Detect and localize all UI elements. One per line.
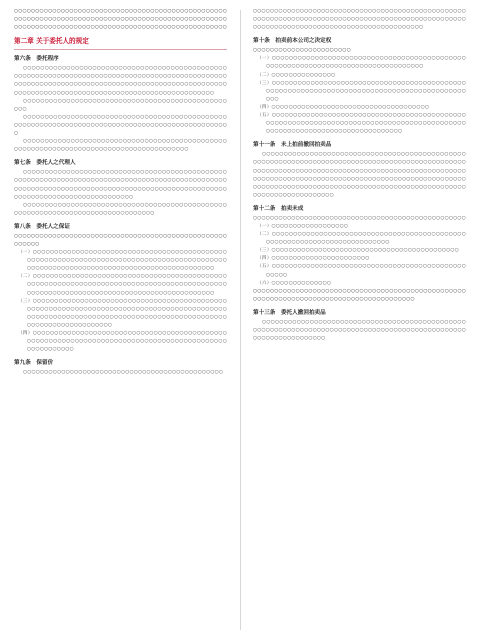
article-13-para-1: ○○○○○○○○○○○○○○○○○○○○○○○○○○○○○○○○○○○○○○○○○○○○○○○○○○○○○○○○○○○○○○○○○○○○○○○○○○○○○○○○○○○○○○○○○○○○○○○○○○○○○○○○○○○○○○○○○○ [253, 319, 466, 342]
article-12-item-4: （四）○○○○○○○○○○○○○○○○○○○○○○○ [257, 256, 370, 262]
article-11-para-1: ○○○○○○○○○○○○○○○○○○○○○○○○○○○○○○○○○○○○○○○○○○○○○○○○○○○○○○○○○○○○○○○○○○○○○○○○○○○○○○○○○○○○○○○○○○○○○○○○○○○○○○○○○○○○○○○○○○○○○○○○○○○○○○○○○○○○○○○○○○○○○○○○○○○○○○○○○○○○○○○○○○○○○○○○○○○○○○○○○○○○○○○○○○○○○○○○○○○○○○○○○○○○○○○○○○○○○○○○○○○○○○○○○○○○○○○○○○○○○○○○○○○○○○○○○○○○○○○○○○○○○○○○○○ [253, 152, 466, 198]
article-13-heading: 第十三条 委托人撤回拍卖品 [253, 309, 326, 316]
article-7-para-1: ○○○○○○○○○○○○○○○○○○○○○○○○○○○○○○○○○○○○○○○○○○○○○○○○○○○○○○○○○○○○○○○○○○○○○○○○○○○○○○○○○○○○○○○○○○○○○○○○○○○○○○○○○○○○○○○○○○○○○○○○○○○○○○○○○○○○○○○○○○○○○○○○○○○○○○○○○○○○○○○○○○○○○○○○○○○○○○○ [14, 170, 227, 200]
article-10-item-1: （一）○○○○○○○○○○○○○○○○○○○○○○○○○○○○○○○○○○○○○○○○○○○○○○○○○○○○○○○○○○○○○○○○○○○○○○○○○○○○○○○○○○ [257, 56, 466, 70]
article-6-heading: 第六条 委托程序 [14, 56, 59, 63]
chapter-divider [14, 49, 227, 50]
right-intro-paragraph: ○○○○○○○○○○○○○○○○○○○○○○○○○○○○○○○○○○○○○○○○○○○○○○○○○○○○○○○○○○○○○○○○○○○○○○○○○○○○○○○○○○○○○○○○○○○○○○○○○○○○○○○○○○○○○○○○○○○○○○○○○○○○○○○○○○○○○○○○○○○○ [253, 9, 466, 31]
article-8-lead: ○○○○○○○○○○○○○○○○○○○○○○○○○○○○○○○○○○○○○○○○○○○○○○○○○○○○○○○○ [14, 233, 227, 247]
column-divider [240, 10, 241, 630]
article-7-heading: 第七条 委托人之代理人 [14, 160, 76, 167]
article-6-para-4: ○○○○○○○○○○○○○○○○○○○○○○○○○○○○○○○○○○○○○○○○○○○○○○○○○○○○○○○○○○○○○○○○○○○○○○○○○○○○○○○○○○○○○○○○ [14, 139, 227, 153]
article-10-item-4: （四）○○○○○○○○○○○○○○○○○○○○○○○○○○○○○○○○○○○○○ [257, 104, 430, 110]
article-8-item-1: （一）○○○○○○○○○○○○○○○○○○○○○○○○○○○○○○○○○○○○○○○○○○○○○○○○○○○○○○○○○○○○○○○○○○○○○○○○○○○○○○○○○○○○○○○○○○○○○○○○○○○○○○○○○○○○○○○○○○○○○○○○○○○○○○○○○○○○○○○ [18, 250, 227, 272]
article-12-heading: 第十二条 拍卖未成 [253, 205, 304, 212]
article-8-heading: 第八条 委托人之保证 [14, 223, 70, 230]
article-12-item-5: （五）○○○○○○○○○○○○○○○○○○○○○○○○○○○○○○○○○○○○○○○○○○○○○○○○○○ [257, 264, 466, 278]
right-column [253, 8, 466, 634]
article-10-item-2: （二）○○○○○○○○○○○○○○○ [257, 72, 336, 78]
article-6-para-3: ○○○○○○○○○○○○○○○○○○○○○○○○○○○○○○○○○○○○○○○○○○○○○○○○○○○○○○○○○○○○○○○○○○○○○○○○○○○○○○○○○○○○○○○○○○○○○○○○○○ [14, 114, 227, 137]
article-10-item-3: （三）○○○○○○○○○○○○○○○○○○○○○○○○○○○○○○○○○○○○○○○○○○○○○○○○○○○○○○○○○○○○○○○○○○○○○○○○○○○○○○○○○○○○○○○○○○○○○○ [257, 80, 466, 102]
chapter-heading: 第二章 关于委托人的规定 [14, 37, 89, 46]
article-11-heading: 第十一条 未上拍前撤回拍卖品 [253, 142, 332, 149]
article-8-item-3: （三）○○○○○○○○○○○○○○○○○○○○○○○○○○○○○○○○○○○○○○○○○○○○○○○○○○○○○○○○○○○○○○○○○○○○○○○○○○○○○○○○○○○○○○○○○○○○○○○○○○○○○○○○○○○○○○○○○○○○○○○○○○○○○○○○○○○○○○○○○○○○○○○○○○○○○○○○○○○○○ [18, 298, 227, 328]
article-8-item-2: （二）○○○○○○○○○○○○○○○○○○○○○○○○○○○○○○○○○○○○○○○○○○○○○○○○○○○○○○○○○○○○○○○○○○○○○○○○○○○○○○○○○○○○○○○○○○○○○○○○○○○○○○○○○○○○○○○○○○○○○○○○○○○○○○○○○○○○○○○ [18, 274, 227, 296]
article-9-heading: 第九条 保留价 [14, 360, 54, 367]
article-9-para-1: ○○○○○○○○○○○○○○○○○○○○○○○○○○○○○○○○○○○○○○○○○○○○○○○ [23, 370, 224, 376]
article-12-item-6: （六）○○○○○○○○○○○○○○ [257, 280, 332, 286]
intro-paragraph: ○○○○○○○○○○○○○○○○○○○○○○○○○○○○○○○○○○○○○○○○○○○○○○○○○○○○○○○○○○○○○○○○○○○○○○○○○○○○○○○○○○○○○○○○○○○○○○○○○○○○○○○○○○○○○○○○○○○○○○○○○○○○○○○○○○○○○○○○○○○○○○○○○○○○○○ [14, 9, 227, 31]
article-10-lead: ○○○○○○○○○○○○○○○○○○○○○○○ [253, 48, 351, 54]
article-12-item-3: （三）○○○○○○○○○○○○○○○○○○○○○○○○○○○○○○○○○○○○○○○○○○○○ [257, 248, 459, 254]
left-column [14, 8, 227, 634]
article-12-lead: ○○○○○○○○○○○○○○○○○○○○○○○○○○○○○○○○○○○○○○○○○○○○○○○○○○ [253, 215, 466, 221]
article-10-item-5: （五）○○○○○○○○○○○○○○○○○○○○○○○○○○○○○○○○○○○○○○○○○○○○○○○○○○○○○○○○○○○○○○○○○○○○○○○○○○○○○○○○○○○○○○○○○○○○○○○○○○○○○○○○○○○○○○○○○○○○○○○○○○○ [257, 113, 466, 135]
article-12-item-2: （二）○○○○○○○○○○○○○○○○○○○○○○○○○○○○○○○○○○○○○○○○○○○○○○○○○○○○○○○○○○○○○○○○○○○○○○○○○○ [257, 232, 466, 246]
article-6-para-1: ○○○○○○○○○○○○○○○○○○○○○○○○○○○○○○○○○○○○○○○○○○○○○○○○○○○○○○○○○○○○○○○○○○○○○○○○○○○○○○○○○○○○○○○○○○○○○○○○○○○○○○○○○○○○○○○○○○○○○○○○○○○○○○○○○○○○○○○○○○○○○○○○○○○○○○○○○○○○○○○○○○○○○○○○○○○○○○○○○○○○○○○○○○○○○○○○○○ [14, 66, 227, 96]
article-12-tail: ○○○○○○○○○○○○○○○○○○○○○○○○○○○○○○○○○○○○○○○○○○○○○○○○○○○○○○○○○○○○○○○○○○○○○○○○○○○○○○○○○○○○○○○○ [253, 288, 466, 302]
article-10-heading: 第十条 拍卖前本公司之决定权 [253, 38, 332, 45]
article-6-para-2: ○○○○○○○○○○○○○○○○○○○○○○○○○○○○○○○○○○○○○○○○○○○○○○○○○○ [14, 98, 227, 112]
article-7-para-2: ○○○○○○○○○○○○○○○○○○○○○○○○○○○○○○○○○○○○○○○○○○○○○○○○○○○○○○○○○○○○○○○○○○○○○○○○○○○○○○○○ [14, 202, 227, 216]
article-8-item-4: （四）○○○○○○○○○○○○○○○○○○○○○○○○○○○○○○○○○○○○○○○○○○○○○○○○○○○○○○○○○○○○○○○○○○○○○○○○○○○○○○○○○○○○○○○○○○○○○○○○○○○○○○ [18, 331, 227, 353]
article-12-item-1: （一）○○○○○○○○○○○○○○○○○○ [257, 223, 349, 229]
